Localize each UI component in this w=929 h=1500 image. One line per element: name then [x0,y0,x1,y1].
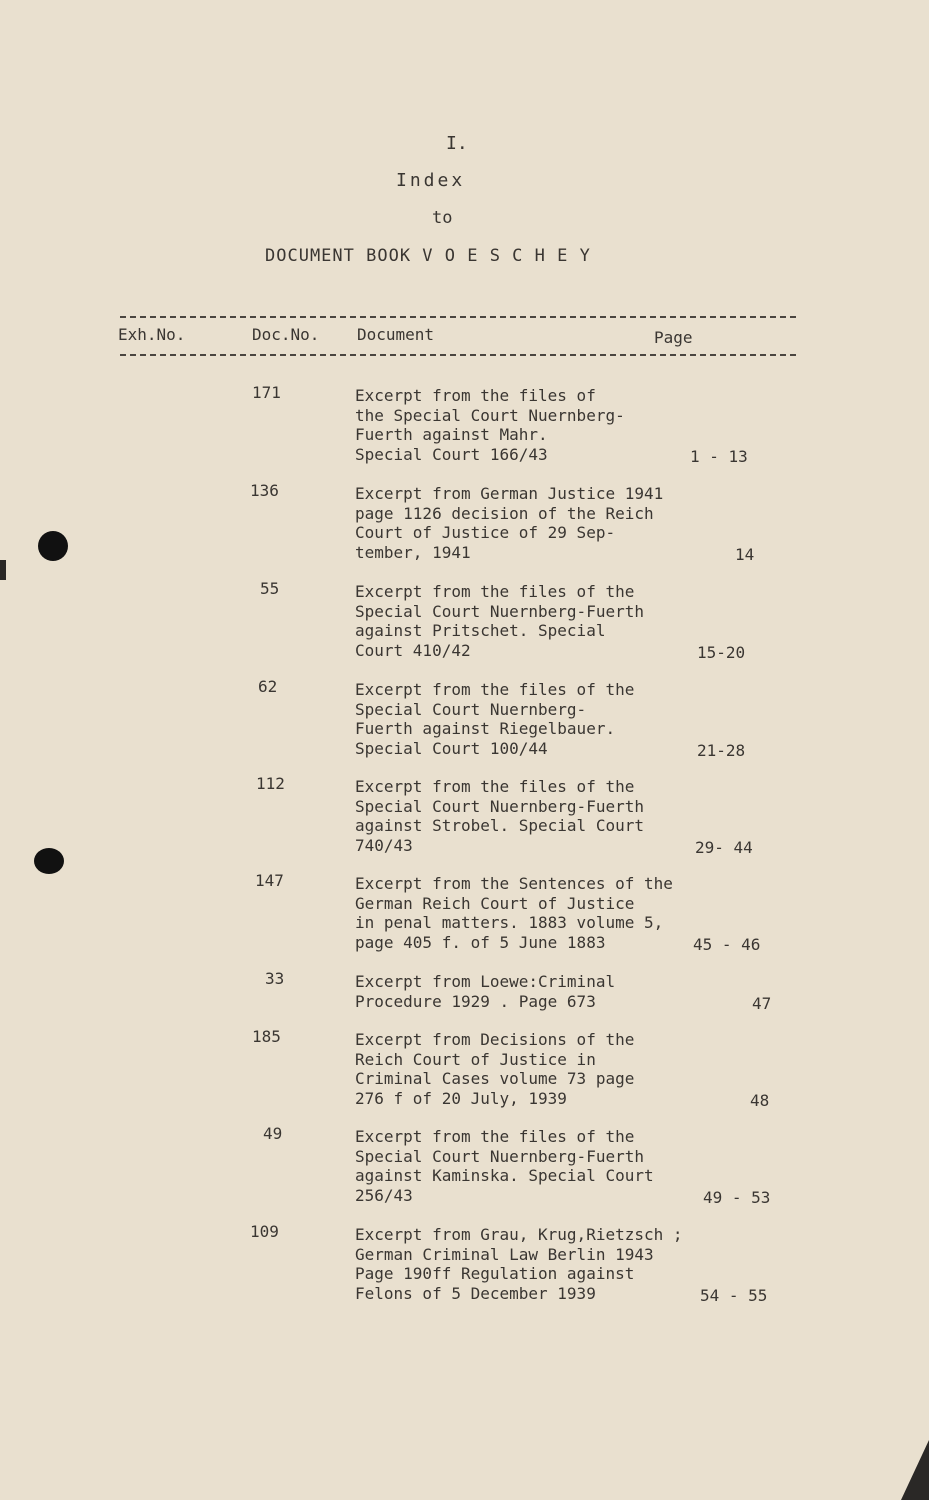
entry-pages: 14 [735,544,755,564]
entry-pages: 15-20 [697,642,746,662]
entry-doc-no: 185 [252,1027,281,1046]
entry-description: Excerpt from the files of the Special Court Nuernberg- Fuerth against Riegelbauer. Special Court 100/44 [355,680,635,758]
entry-doc-no: 136 [250,481,279,500]
entry-doc-no: 55 [260,579,280,598]
column-header-page: Page [654,328,693,347]
entry-pages: 54 - 55 [700,1285,768,1305]
punch-hole [34,848,64,874]
entry-pages: 48 [750,1090,770,1110]
entry-description: Excerpt from Grau, Krug,Rietzsch ; German Criminal Law Berlin 1943 Page 190ff Regulation against Felons of 5 December 1939 [355,1225,683,1303]
title-to: to [432,208,453,228]
entry-description: Excerpt from the files of the Special Court Nuernberg-Fuerth against Kaminska. Special Court 256/43 [355,1127,654,1205]
entry-description: Excerpt from German Justice 1941 page 1126 decision of the Reich Court of Justice of 29 Sep- tember, 1941 [355,484,664,562]
page-number: I. [446,133,468,154]
entry-description: Excerpt from Loewe:Criminal Procedure 1929 . Page 673 [355,972,616,1011]
column-header-exh-no: Exh.No. [118,325,186,344]
entry-pages: 29- 44 [695,837,753,857]
folded-corner [901,1440,929,1500]
punch-hole [38,531,68,561]
entry-description: Excerpt from the files of the Special Court Nuernberg-Fuerth against Strobel. Special Court 740/43 [355,777,644,855]
edge-mark [0,560,6,580]
entry-description: Excerpt from the files of the Special Court Nuernberg- Fuerth against Mahr. Special Court 166/43 [355,386,625,464]
divider-top [120,316,796,318]
entry-description: Excerpt from Decisions of the Reich Court of Justice in Criminal Cases volume 73 page 276 f of 20 July, 1939 [355,1030,635,1108]
entry-description: Excerpt from the Sentences of the German Reich Court of Justice in penal matters. 1883 volume 5, page 405 f. of 5 June 1883 [355,874,673,952]
entry-pages: 47 [752,993,772,1013]
column-header-document: Document [357,325,435,344]
divider-bottom [120,354,796,356]
entry-pages: 49 - 53 [703,1187,771,1207]
entry-doc-no: 112 [256,774,285,793]
entry-description: Excerpt from the files of the Special Court Nuernberg-Fuerth against Pritschet. Special Court 410/42 [355,582,644,660]
index-title: Index [396,170,466,191]
entry-doc-no: 49 [263,1124,283,1143]
entry-doc-no: 109 [250,1222,279,1241]
entry-doc-no: 62 [258,677,278,696]
entry-pages: 1 - 13 [690,446,748,466]
entry-pages: 21-28 [697,740,746,760]
entry-doc-no: 33 [265,969,285,988]
entry-doc-no: 147 [255,871,284,890]
entry-pages: 45 - 46 [693,934,761,954]
column-header-doc-no: Doc.No. [252,325,320,344]
document-book-title: DOCUMENT BOOK V O E S C H E Y [265,246,591,266]
entry-doc-no: 171 [252,383,281,402]
